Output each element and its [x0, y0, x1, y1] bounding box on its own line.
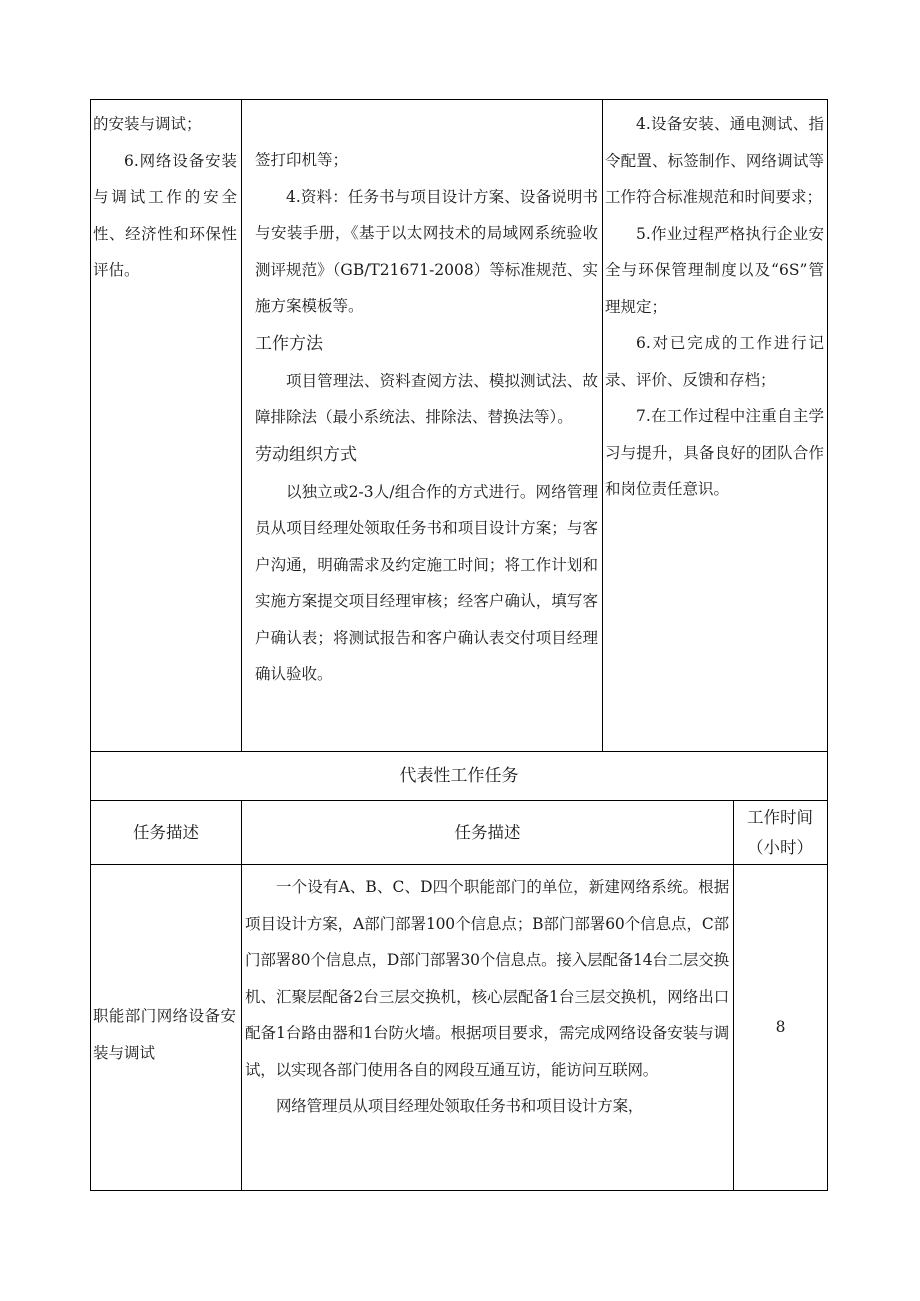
requirement-item-7: 7.在工作过程中注重自主学习与提升，具备良好的团队合作和岗位责任意识。 — [605, 407, 824, 498]
task-hours: 8 — [775, 1018, 786, 1036]
table-bottom-border — [90, 1190, 828, 1191]
upper-col1-cell — [93, 106, 237, 289]
upper-col2-cell — [255, 142, 598, 693]
task-name-cell — [93, 998, 236, 1071]
section-title: 代表性工作任务 — [399, 766, 519, 786]
task-description-cell — [245, 869, 729, 1125]
lower-col-divider-2 — [733, 800, 734, 1190]
task-description-p1: 一个设有A、B、C、D四个职能部门的单位，新建网络系统。根据项目设计方案，A部门部署100个信息点；B部门部署60个信息点，C部门部署80个信息点，D部门部署30个信息点。接入层配备14台二层交换机、汇聚层配备2台三层交换机，核心层配备1台三层交换机，网络出口配备1台路由器和1台防火墙。根据项目要求，需完成网络设备安装与调试，以实现各部门使用各自的网段互通互访，能访问互联网。 — [245, 878, 729, 1079]
row-divider-header — [90, 864, 828, 865]
tools-tail-text: 签打印机等； — [255, 151, 349, 169]
upper-col3-cell — [605, 106, 824, 508]
header-task-name: 任务描述 — [133, 822, 199, 842]
labor-text: 以独立或2-3人/组合作的方式进行。网络管理员从项目经理处领取任务书和项目设计方案；与客户沟通，明确需求及约定施工时间；将工作计划和实施方案提交项目经理审核；经客户确认，填写客户确认表；将测试报告和客户确认表交付项目经理确认验收。 — [255, 482, 598, 683]
materials-text: 4.资料：任务书与项目设计方案、设备说明书与安装手册，《基于以太网技术的局域网系统验收测评规范》（GB/T21671-2008）等标准规范、实施方案模板等。 — [255, 187, 598, 315]
requirement-item-4: 4.设备安装、通电测试、指令配置、标签制作、网络调试等工作符合标准规范和时间要求； — [605, 115, 824, 206]
labor-heading: 劳动组织方式 — [255, 444, 357, 465]
table-top-border — [90, 99, 828, 100]
task-description-p2: 网络管理员从项目经理处领取任务书和项目设计方案， — [276, 1097, 644, 1115]
header-work-hours: 工作时间（小时） — [747, 807, 813, 857]
methods-text: 项目管理法、资料查阅方法、模拟测试法、故障排除法（最小系统法、排除法、替换法等）。 — [255, 371, 598, 426]
upper-col1-line-1: 的安装与调试； — [93, 115, 202, 133]
table-left-border — [90, 99, 91, 1191]
task-name: 职能部门网络设备安装与调试 — [93, 1007, 236, 1062]
upper-col-divider-2 — [602, 99, 603, 751]
upper-col1-line-2: 6.网络设备安装与调试工作的安全性、经济性和环保性评估。 — [93, 151, 237, 279]
header-task-description: 任务描述 — [454, 822, 521, 842]
requirement-item-6: 6.对已完成的工作进行记录、评价、反馈和存档； — [605, 334, 824, 389]
requirement-item-5: 5.作业过程严格执行企业安全与环保管理制度以及“6S”管理规定； — [605, 224, 824, 316]
table-right-border — [827, 99, 828, 1191]
methods-heading: 工作方法 — [255, 333, 323, 354]
upper-col-divider-1 — [241, 99, 242, 751]
